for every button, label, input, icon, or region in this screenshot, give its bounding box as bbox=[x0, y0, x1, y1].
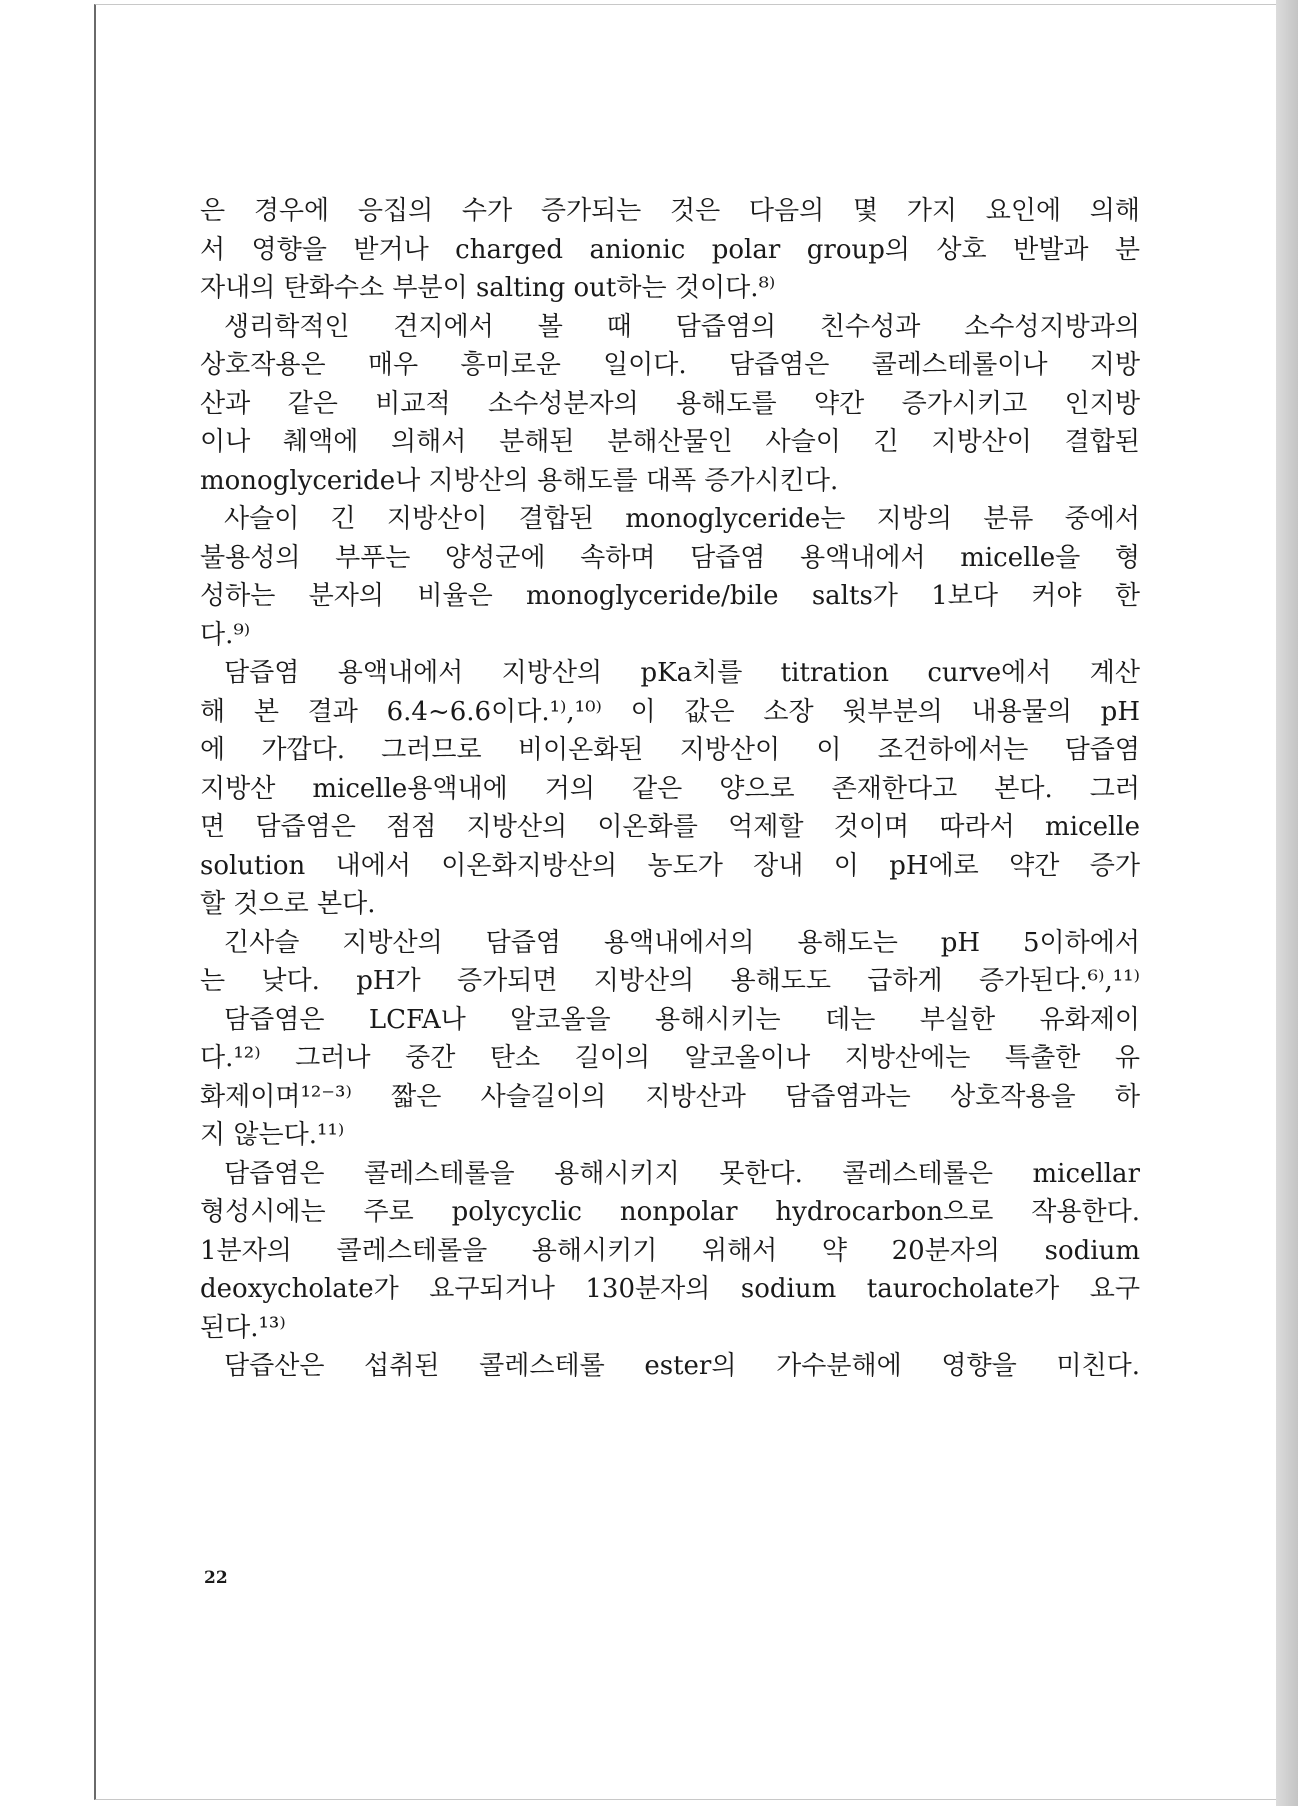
text-line: 1분자의 콜레스테롤을 용해시키기 위해서 약 20분자의 sodium bbox=[200, 1235, 1140, 1266]
text-line: 불용성의 부푸는 양성군에 속하며 담즙염 용액내에서 micelle을 형 bbox=[200, 542, 1140, 573]
text-line: 화제이며¹²⁻³⁾ 짧은 사슬길이의 지방산과 담즙염과는 상호작용을 하 bbox=[200, 1081, 1140, 1112]
text-line: 은 경우에 응집의 수가 증가되는 것은 다음의 몇 가지 요인에 의해 bbox=[200, 196, 1140, 226]
text-line: 면 담즙염은 점점 지방산의 이온화를 억제할 것이며 따라서 micelle bbox=[200, 812, 1140, 842]
text-line: 에 가깝다. 그러므로 비이온화된 지방산이 이 조건하에서는 담즙염 bbox=[200, 735, 1140, 765]
text-line: 산과 같은 비교적 소수성분자의 용해도를 약간 증가시키고 인지방 bbox=[200, 388, 1140, 419]
text-line: 이나 췌액에 의해서 분해된 분해산물인 사슬이 긴 지방산이 결합된 bbox=[200, 427, 1140, 457]
text-line: 담즙산은 섭취된 콜레스테롤 ester의 가수분해에 영향을 미친다. bbox=[224, 1351, 1140, 1381]
text-line: 형성시에는 주로 polycyclic nonpolar hydrocarbon으로 작용한다. bbox=[200, 1197, 1140, 1227]
viewer-left-margin bbox=[0, 0, 92, 1806]
text-line: 담즙염 용액내에서 지방산의 pKa치를 titration curve에서 계산 bbox=[224, 658, 1140, 688]
text-line: 할 것으로 본다. bbox=[200, 889, 376, 919]
text-line: 된다.¹³⁾ bbox=[200, 1312, 286, 1343]
text-line: solution 내에서 이온화지방산의 농도가 장내 이 pH에로 약간 증가 bbox=[200, 850, 1140, 881]
text-line: 생리학적인 견지에서 볼 때 담즙염의 친수성과 소수성지방과의 bbox=[224, 311, 1140, 342]
page-number: 22 bbox=[204, 1568, 228, 1588]
text-line: deoxycholate가 요구되거나 130분자의 sodium taurocholate가 요구 bbox=[200, 1274, 1140, 1304]
text-line: 담즙염은 콜레스테롤을 용해시키지 못한다. 콜레스테롤은 micellar bbox=[224, 1158, 1140, 1189]
text-line: 담즙염은 LCFA나 알코올을 용해시키는 데는 부실한 유화제이 bbox=[224, 1004, 1140, 1035]
text-line: 해 본 결과 6.4~6.6이다.¹⁾,¹⁰⁾ 이 값은 소장 윗부분의 내용물의 pH bbox=[200, 696, 1140, 727]
text-line: 사슬이 긴 지방산이 결합된 monoglyceride는 지방의 분류 중에서 bbox=[224, 504, 1140, 534]
text-line: 는 낮다. pH가 증가되면 지방산의 용해도도 급하게 증가된다.⁶⁾,¹¹⁾ bbox=[200, 966, 1140, 996]
page-body-text bbox=[200, 192, 1140, 1386]
text-line: 다.¹²⁾ 그러나 중간 탄소 길이의 알코올이나 지방산에는 특출한 유 bbox=[200, 1043, 1140, 1073]
page-edge-shadow bbox=[1276, 0, 1298, 1806]
text-line: 상호작용은 매우 흥미로운 일이다. 담즙염은 콜레스테롤이나 지방 bbox=[200, 350, 1140, 380]
text-line: 지방산 micelle용액내에 거의 같은 양으로 존재한다고 본다. 그러 bbox=[200, 773, 1140, 804]
text-line: 자내의 탄화수소 부분이 salting out하는 것이다.⁸⁾ bbox=[200, 273, 776, 303]
text-line: 다.⁹⁾ bbox=[200, 619, 251, 650]
text-line: 긴사슬 지방산의 담즙염 용액내에서의 용해도는 pH 5이하에서 bbox=[224, 927, 1140, 958]
text-line: 성하는 분자의 비율은 monoglyceride/bile salts가 1보다 커야 한 bbox=[200, 581, 1140, 611]
text-line: monoglyceride나 지방산의 용해도를 대폭 증가시킨다. bbox=[200, 465, 839, 496]
text-line: 지 않는다.¹¹⁾ bbox=[200, 1120, 345, 1150]
text-line: 서 영향을 받거나 charged anionic polar group의 상호 반발과 분 bbox=[200, 234, 1140, 265]
